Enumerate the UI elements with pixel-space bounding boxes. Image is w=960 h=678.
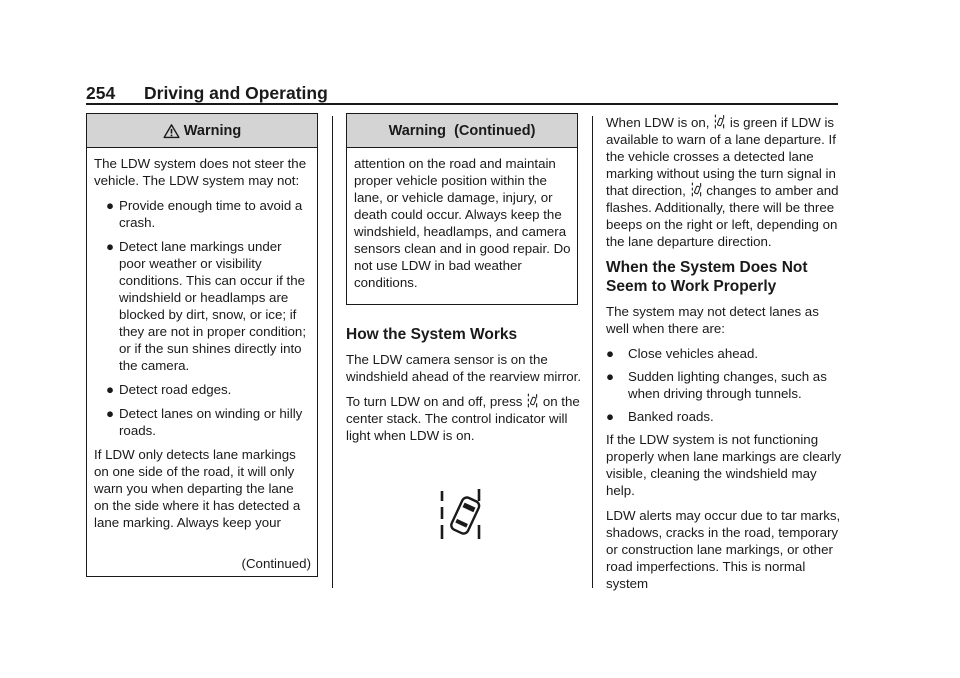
warning-box-title: Warning <box>183 122 242 139</box>
warning-box-header <box>87 114 317 148</box>
column-3: When LDW is on, is green if LDW is available to warn of a lane departure. If the vehicle crosses a detected lane marking without using the turn signal in that direction, changes to amber and flashes. Additionally, there will be three beeps on the right or left, depending on the lane departure direction. When the System Does Not Seem to Work Properly The system may not detect lanes as well when there are: ● Close vehicles ahead. ● Sudden lighting changes, such as when driving through tunnels. ● Banked roads. If the LDW system is not functioning properly when lane markings are clearly visible, cleaning the windshield may help. LDW alerts may occur due to tar marks, shadows, cracks in the road, temporary or construction lane markings, or other road imperfections. This is normal system <box>606 115 842 591</box>
continued-label: (Continued) <box>241 556 311 571</box>
section-heading: When the System Does Not Seem to Work Properly <box>606 259 808 295</box>
list-item: ● Banked roads. <box>606 409 714 424</box>
lane-departure-indicator-icon <box>430 487 492 543</box>
column-divider-2 <box>592 116 593 588</box>
lane-departure-icon <box>691 182 702 197</box>
section-heading: How the System Works <box>346 326 518 343</box>
warning-continued-box <box>346 113 578 305</box>
page-number: 254 <box>86 83 116 103</box>
list-item: ● Provide enough time to avoid a crash. <box>106 198 303 230</box>
list-item: ● Detect road edges. <box>106 382 232 397</box>
warning-continued-title: Warning (Continued) <box>388 122 536 139</box>
list-item: ● Detect lane markings under poor weather or visibility conditions. This can occur if the windshield or headlamps are blocked by dirt, snow, or ice; if they are not in proper condition; or if the sun shines directly into the camera. <box>106 239 307 373</box>
lane-departure-icon <box>714 114 725 129</box>
lane-departure-icon <box>527 393 538 408</box>
list-item: ● Detect lanes on winding or hilly roads. <box>106 406 303 438</box>
section-title: Driving and Operating <box>144 83 328 103</box>
warning-triangle-icon <box>163 123 180 139</box>
warning-box-body <box>87 148 317 531</box>
header-rule <box>86 103 838 105</box>
column-divider-1 <box>332 116 333 588</box>
how-it-works-section: How the System Works The LDW camera sensor is on the windshield ahead of the rearview mirror. To turn LDW on and off, press on the center stack. The control indicator will light when LDW is on. <box>346 326 582 443</box>
warning-intro: The LDW system does not steer the vehicle. The LDW system may not: <box>94 156 307 188</box>
warning-box <box>86 113 318 577</box>
warning-continued-body: attention on the road and maintain proper vehicle position within the lane, or vehicle damage, injury, or death could occur. Always keep the windshield, headlamps, and camera sensors clean and in good repair. Do not use LDW in bad weather conditions. <box>354 156 571 290</box>
list-item: ● Sudden lighting changes, such as when driving through tunnels. <box>606 369 827 401</box>
warning-continued-header <box>347 114 577 148</box>
warning-closing: If LDW only detects lane markings on one side of the road, it will only warn you when departing the lane on the side where it has detected a lane marking. Always keep your <box>94 447 301 530</box>
list-item: ● Close vehicles ahead. <box>606 346 759 361</box>
page-header <box>86 83 328 104</box>
